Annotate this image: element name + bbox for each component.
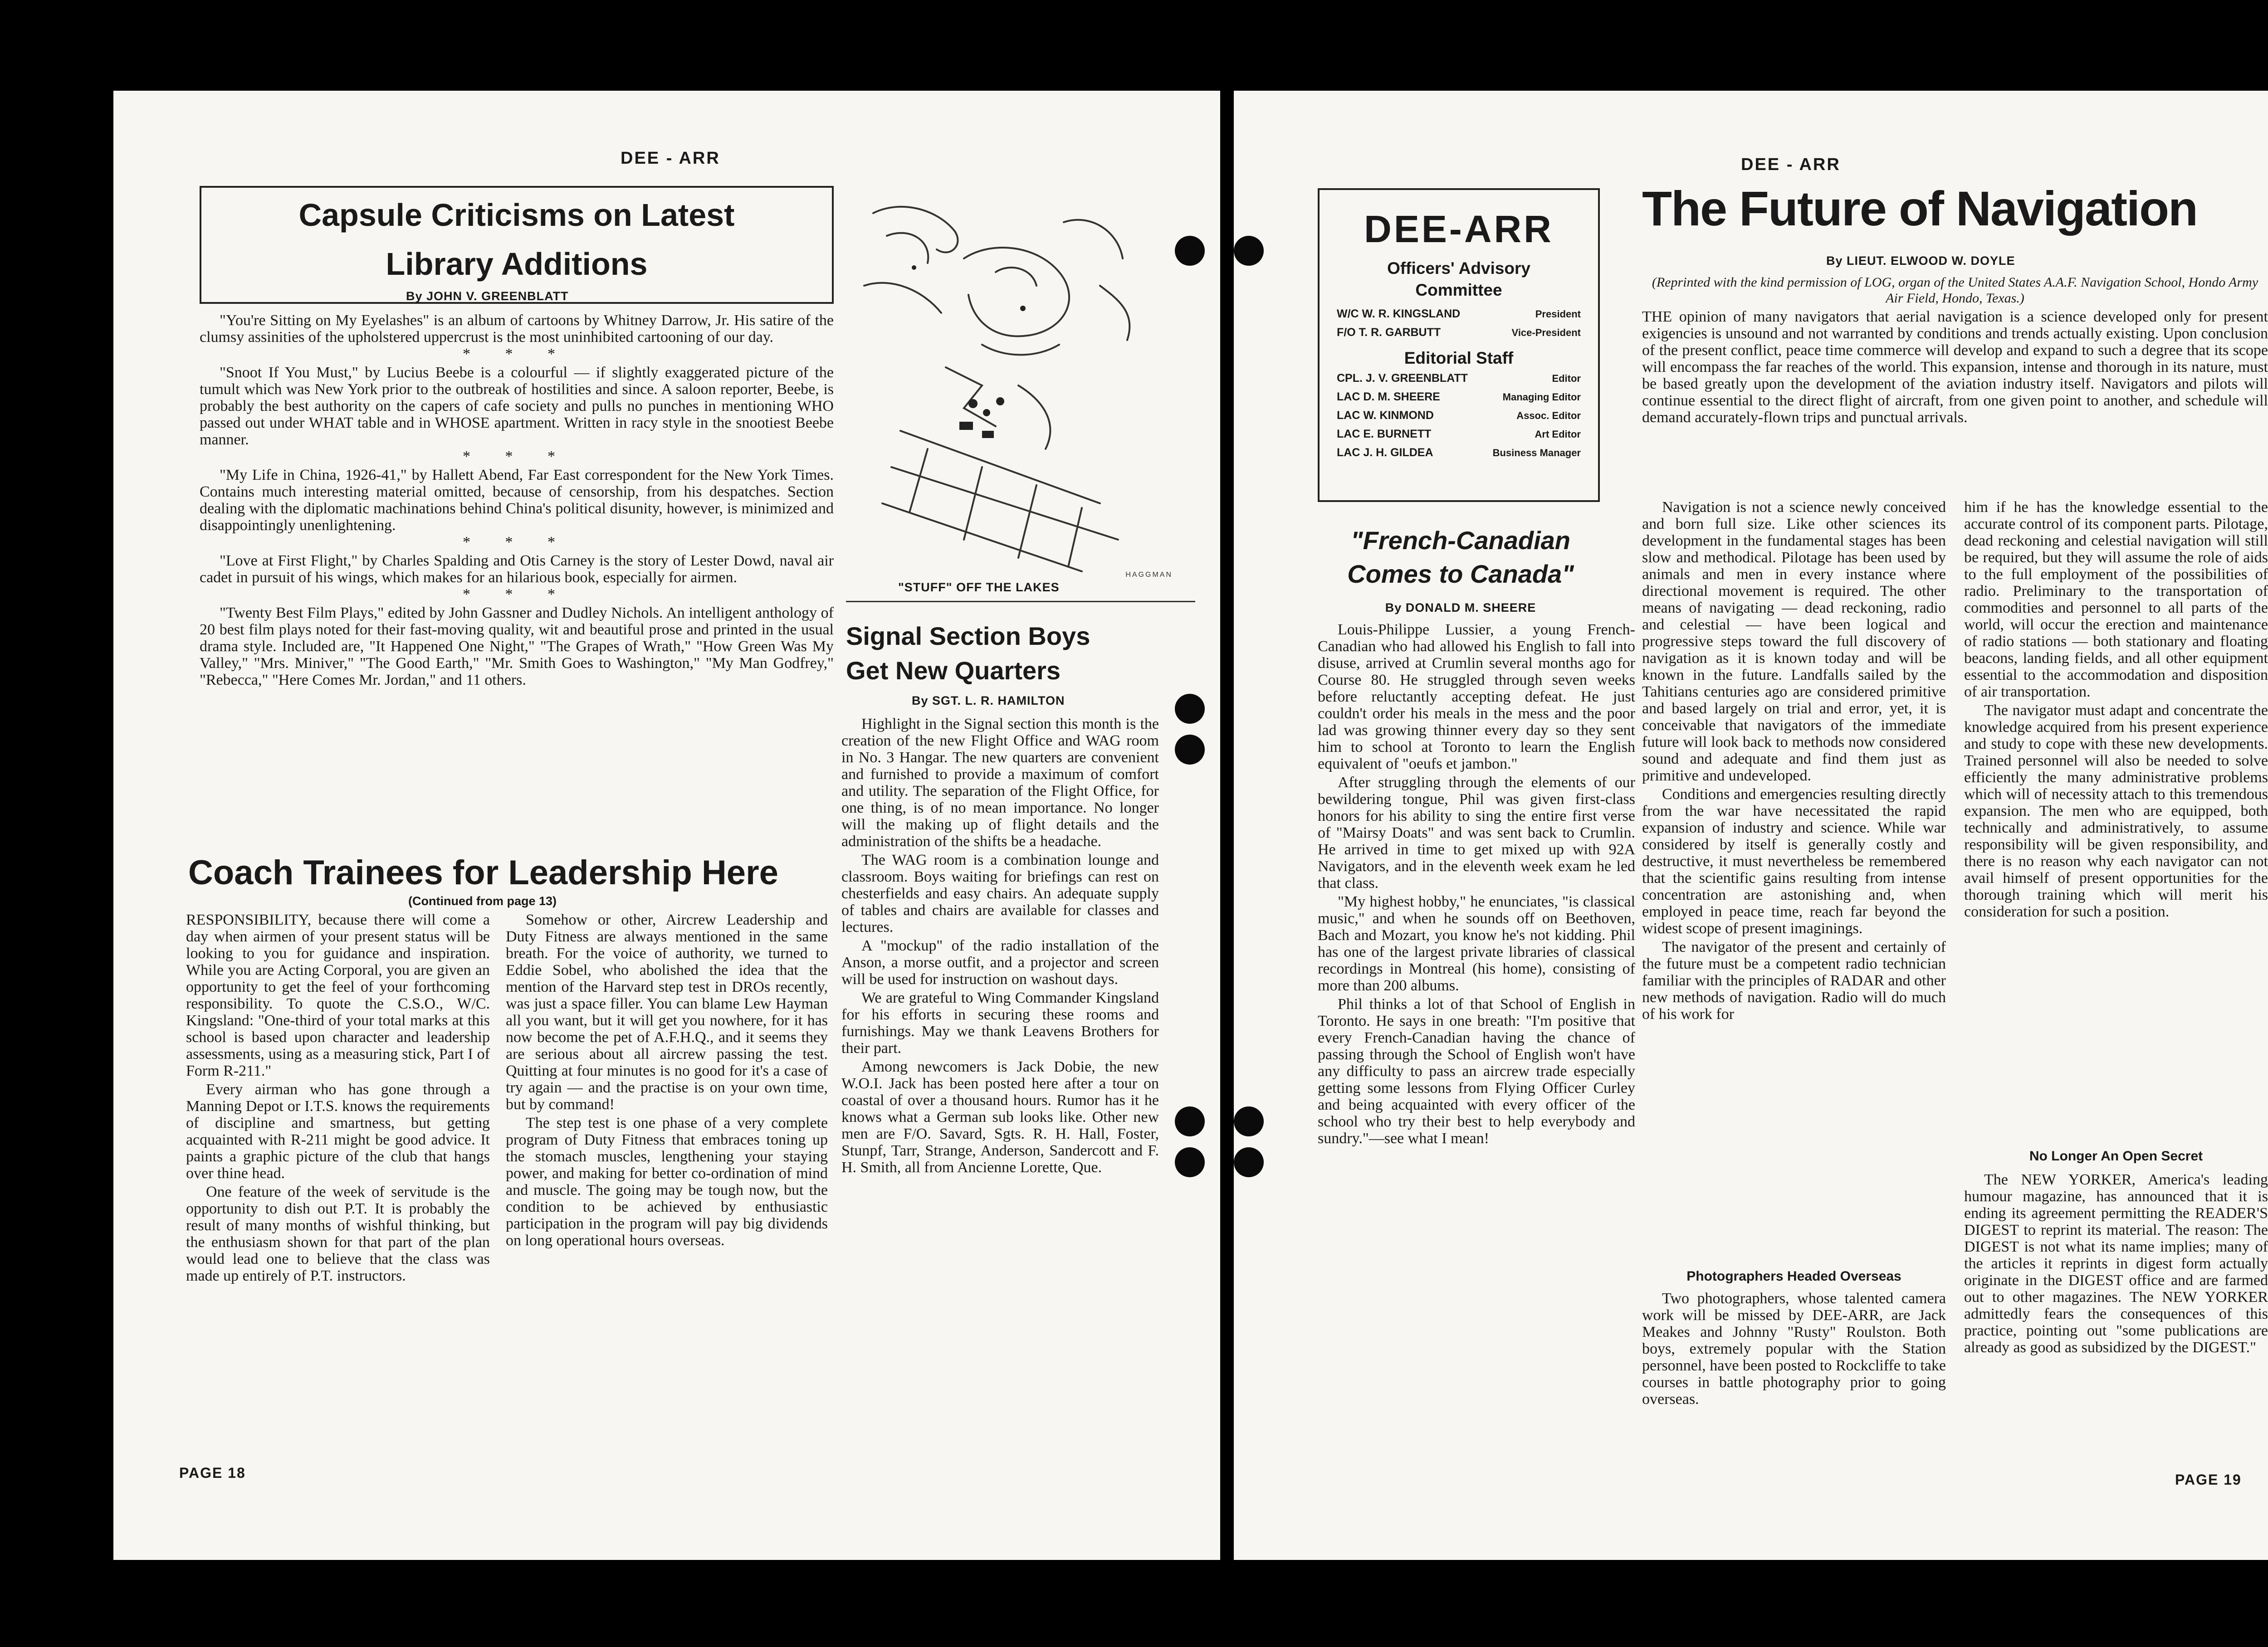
paragraph: Every airman who has gone through a Manning Depot or I.T.S. knows the requirements of discipline and smartness, but getting acquainted with R-211 might be good advice. It paints a graphic picture of the club that hangs over thine head. [186,1081,490,1182]
paragraph: A "mockup" of the radio installation of the Anson, a morse outfit, and a projector and screen will be used for instruction on washout days. [841,937,1159,988]
member-role: Assoc. Editor [1516,410,1581,421]
paragraph: Louis-Philippe Lussier, a young French-Canadian who had allowed his English to fall into disuse, arrived at Crumlin several months ago for Course 80. He struggled through seven weeks before reluctantly accepting defeat. He just couldn't order his meals in the mess and the poor lad was growing thinner every day so they sent him to school at Toronto to learn the English equivalent of "oeufs et jambon." [1318,621,1635,772]
binder-hole [1234,1147,1264,1177]
member-role: Editor [1552,373,1581,384]
paragraph: The step test is one phase of a very complete program of Duty Fitness that embraces toning up the stomach muscles, lengthening your staying power, and making for better co-ordination of mind and muscle. The going may be tough now, but the condition to be achieved by enthusiastic participation in the program will pay big dividends on long operational hours overseas. [506,1115,828,1249]
binder-hole [1175,735,1205,765]
coach-title: Coach Trainees for Leadership Here [188,853,778,892]
signal-title-line2: Get New Quarters [846,656,1061,685]
capsule-title-line2: Library Additions [386,246,648,282]
separator: * * * [463,346,571,362]
member-name: CPL. J. V. GREENBLATT [1337,372,1468,385]
paragraph: "Love at First Flight," by Charles Spalding and Otis Carney is the story of Lester Dowd, naval air cadet in pursuit of his wings, which makes for an hilarious book, especially for airmen. [200,552,834,586]
paragraph: "My Life in China, 1926-41," by Hallett Abend, Far East correspondent for the New York Times. Contains much interesting material omitted, because of censorship, from his despatches. Section dealing with the diplomatic machinations behind China's political disunity, however, is minimized and disappointingly unenlightening. [200,467,834,534]
separator: * * * [463,448,571,465]
french-title-line2: Comes to Canada" [1347,560,1574,588]
binder-hole [1175,236,1205,266]
binder-hole [1175,1106,1205,1136]
page-number: PAGE 19 [2175,1472,2242,1488]
paragraph: "Snoot If You Must," by Lucius Beebe is a colourful — if slightly exaggerated picture of the tumult which was New York prior to the outbreak of hostilities and since. A saloon reporter, Beebe, is probably the best authority on the capers of cafe society and pulls no punches in mentioning WHO passed out under WHAT table and in WHOSE apartment. Written in racy style in the snootiest Beebe manner. [200,364,834,448]
capsule-title-box [200,186,834,304]
coach-column-1 [186,911,490,1437]
photographers-title: Photographers Headed Overseas [1686,1269,1901,1284]
cartoon-drawing [846,195,1191,590]
running-head: DEE - ARR [1741,155,1841,174]
photographers-body [1642,1290,1946,1453]
paragraph: Among newcomers is Jack Dobie, the new W.O.I. Jack has been posted here after a tour on coastal of over a thousand hours. Rumor has it he knows what a German sub looks like. Other new men are F/O. Savard, Sgts. R. H. Hall, Foster, Stunpf, Tarr, Strange, Anderson, Sandercott and F. H. Smith, all from Ancienne Lorette, Que. [841,1058,1159,1176]
page-19 [1234,91,2268,1560]
future-title: The Future of Navigation [1642,181,2198,236]
staff-row [1320,425,1598,443]
running-head: DEE - ARR [621,149,720,168]
cartoon-caption: "STUFF" OFF THE LAKES [898,580,1060,594]
paragraph: him if he has the knowledge essential to the accurate control of its component parts. Pilotage, dead reckoning and celestial navigation will still be required, but they will assume the role of aids to the full employment of the possibilities of radio. Preliminary to the transportation of commodities and personnel to all parts of the world, will occur the erection and maintenance of radio stations — both stationary and floating beacons, landing fields, and all other equipment essential to the accommodation and disposition of air transportation. [1964,499,2268,700]
staff-row [1320,388,1598,406]
coach-column-2 [506,911,828,1437]
paragraph: Two photographers, whose talented camera work will be missed by DEE-ARR, are Jack Meakes and Johnny "Rusty" Roulston. Both boys, extremely popular with the Station personnel, have been posted to Rockcliffe to take courses in battle photography prior to going overseas. [1642,1290,1946,1408]
binding-gutter [1220,91,1234,1560]
secret-body [1964,1171,2268,1430]
masthead-box [1318,188,1600,502]
future-byline: By LIEUT. ELWOOD W. DOYLE [1826,254,2015,268]
cartoon-illustration [846,195,1191,590]
capsule-byline: By JOHN V. GREENBLATT [406,289,569,303]
advisory-row [1320,323,1598,342]
paragraph: The navigator must adapt and concentrate the knowledge acquired from his present experience and study to cope with these new developments. Trained personnel will also be needed to solve efficiently the many administrative problems which will of necessity attach to this tremendous expansion. The men who are equipped, both technically and administratively, to assume responsibility will be given responsibility, and there is no reason why each navigator can not avail himself of present opportunities for the thorough training which will merit his consideration for such a position. [1964,702,2268,920]
paragraph: Somehow or other, Aircrew Leadership and Duty Fitness are always mentioned in the same breath. For the voice of authority, we turned to Eddie Sobel, who abolished the idea that the mention of the Harvard step test in DROs recently, was just a space filler. You can blame Lew Hayman all you want, but it will get you nowhere, for it has now become the pet of A.F.H.Q., and it seems they are serious about all aircrew passing the test. Quitting at four minutes is no good for it's a case of try again — and the practise is on your own time, but by command! [506,911,828,1113]
paragraph: THE opinion of many navigators that aerial navigation is a science developed only for present exigencies is unsound and not warranted by conditions and trends actually existing. Upon conclusion of the present conflict, peace time commerce will develop and expand to such a degree that its scope will encompass the far reaches of the world. This expansion, intense and thorough in its nature, must be based greatly upon the development of the aviation industry itself. Navigators and pilots will continue essential to the direct flight of aircraft, from one given point to another, and schedule will demand accurately-flown trips and punctual arrivals. [1642,308,2268,426]
paragraph: Highlight in the Signal section this month is the creation of the new Flight Office and WAG room in No. 3 Hangar. The new quarters are convenient and furnished to provide a maximum of comfort and utility. The separation of the Flight Office, for one thing, is of no mean importance. No longer will the making up of flight details and the administration of the shifts be a headache. [841,716,1159,850]
separator: * * * [463,534,571,551]
page-number: PAGE 18 [179,1465,246,1481]
future-lead [1642,308,2268,499]
member-name: LAC W. KINMOND [1337,409,1434,422]
paragraph: The WAG room is a combination lounge and classroom. Boys waiting for briefings can rest on chesterfields and easy chairs. An adequate supply of tables and chairs are available for classes and lectures. [841,852,1159,936]
future-column-2 [1964,499,2268,1215]
capsule-body [200,312,834,942]
french-byline: By DONALD M. SHEERE [1385,601,1536,614]
member-role: Managing Editor [1502,391,1581,403]
paragraph: "Twenty Best Film Plays," edited by John Gassner and Dudley Nichols. An intelligent anthology of 20 best film plays noted for their fast-moving quality, wit and beautiful prose and printed in the usual drama style. Included are, "It Happened One Night," "The Grapes of Wrath," "How Green Was My Valley," "Mrs. Miniver," "The Good Earth," "Mr. Smith Goes to Washington," "My Man Godfrey," "Rebecca," "Here Comes Mr. Jordan," and 11 others. [200,604,834,688]
member-name: LAC E. BURNETT [1337,428,1432,440]
advisory-row [1320,305,1598,323]
staff-row [1320,406,1598,425]
future-column-1 [1642,499,1946,1369]
paragraph: "My highest hobby," he enunciates, "is classical music," and when he sounds off on Beethoven, Bach and Mozart, you know he's not kidding. Phil has one of the largest private libraries of classical recordings in Montreal (his home), consisting of more than 200 albums. [1318,893,1635,994]
cartoon-signature: HAGGMAN [1125,571,1173,579]
binder-hole [1234,1106,1264,1136]
staff-row [1320,369,1598,388]
member-role: Vice-President [1511,327,1581,338]
french-title-line1: "French-Canadian [1351,526,1570,555]
member-name: F/O T. R. GARBUTT [1337,326,1441,339]
member-role: Business Manager [1492,447,1581,458]
masthead-title: DEE-ARR [1364,208,1554,250]
binder-hole [1175,1147,1205,1177]
paragraph: "You're Sitting on My Eyelashes" is an album of cartoons by Whitney Darrow, Jr. His satire of the clumsy assinities of the upholstered uppercrust is the most uninhibited cartooning of our day. [200,312,834,346]
paragraph: RESPONSIBILITY, because there will come a day when airmen of your present status will be looking to you for guidance and inspiration. While you are Acting Corporal, you are given an opportunity to get the feel of your forthcoming responsibility. To quote the C.S.O., W/C. Kingsland: "One-third of your total marks at this school is based upon character and leadership assessments, using as a measuring stick, Part I of Form R-211." [186,911,490,1079]
member-role: Art Editor [1535,429,1581,440]
advisory-heading-line2: Committee [1415,281,1502,299]
binder-hole [1234,236,1264,266]
paragraph: The navigator of the present and certainly of the future must be a competent radio technician familiar with the principles of RADAR and other new methods of navigation. Radio will do much of his work for [1642,939,1946,1023]
paragraph: We are grateful to Wing Commander Kingsland for his efforts in securing these rooms and furnishings. May we thank Leavens Brothers for their part. [841,989,1159,1057]
paragraph: Navigation is not a science newly conceived and born full size. Like other sciences its development in the fundamental stages has been slow and methodical. Pilotage has been used by animals and men in every instance where directional movement is required. The other means of navigating — dead reckoning, radio and celestial — have been logical and progressive steps toward the full discovery of navigation as it is known today and will be known in the future. Landfalls sailed by the Tahitians centuries ago are considered primitive and based largely on trial and error, yet, it is conceivable that navigators of the immediate future will look back to methods now considered sound and adequate and find them just as primitive and undeveloped. [1642,499,1946,784]
capsule-title-line1: Capsule Criticisms on Latest [298,197,735,233]
paragraph: Conditions and emergencies resulting directly from the war have necessitated the rapid expansion of industry and science. While war considered by itself is generally costly and destructive, it must nevertheless be remembered that the scientific gains resulting from intense concentration are astonishing and, when employed in peace time, reach far beyond the widest scope of present imaginings. [1642,786,1946,937]
member-role: President [1535,308,1581,320]
signal-byline: By SGT. L. R. HAMILTON [912,694,1065,707]
member-name: LAC J. H. GILDEA [1337,446,1433,459]
separator: * * * [463,586,571,603]
paragraph: One feature of the week of servitude is the opportunity to dish out P.T. It is probably the result of many months of wishful thinking, but the enthusiasm shown for that part of the plan would lead one to believe that the class was made up entirely of P.T. instructors. [186,1184,490,1284]
signal-body [841,716,1159,1441]
staff-row [1320,443,1598,462]
french-body [1318,621,1635,1474]
paragraph: The NEW YORKER, America's leading humour magazine, has announced that it is ending its agreement permitting the READER'S DIGEST to reprint its material. The reason: The DIGEST is not what its name implies; many of the articles it reprints in digest form actually originate in the DIGEST office and are farmed out to other magazines. The NEW YORKER admittedly fears the consequences of this practice, pointing out "some publications are already as good as subsidized by the DIGEST." [1964,1171,2268,1356]
member-name: W/C W. R. KINGSLAND [1337,307,1461,320]
staff-heading: Editorial Staff [1404,349,1514,367]
paragraph: Phil thinks a lot of that School of English in Toronto. He says in one breath: "I'm positive that every French-Canadian having the chance of passing through the School of English won't have any difficulty to pass an aircrew trade especially getting some lessons from Flying Officer Curley and being acquainted with every officer of the school who try their best to help everybody and sundry."—see what I mean! [1318,996,1635,1147]
page-18 [113,91,1220,1560]
future-reprint-note: (Reprinted with the kind permission of LOG, organ of the United States A.A.F. Navigation School, Hondo Army Air Field, Hondo, Texas.) [1652,275,2258,306]
signal-title-line1: Signal Section Boys [846,622,1090,650]
divider [846,601,1195,602]
secret-title: No Longer An Open Secret [2029,1149,2203,1164]
binder-hole [1175,694,1205,724]
paragraph: After struggling through the elements of our bewildering tongue, Phil was given first-class honors for his ability to sing the entire first verse of "Mairsy Doats" and was sent back to Crumlin. He arrived in time to get mixed up with 92A Navigators, and in the eleventh week exam he led that class. [1318,774,1635,892]
coach-continued: (Continued from page 13) [408,894,557,908]
advisory-heading-line1: Officers' Advisory [1387,259,1530,278]
member-name: LAC D. M. SHEERE [1337,390,1440,403]
